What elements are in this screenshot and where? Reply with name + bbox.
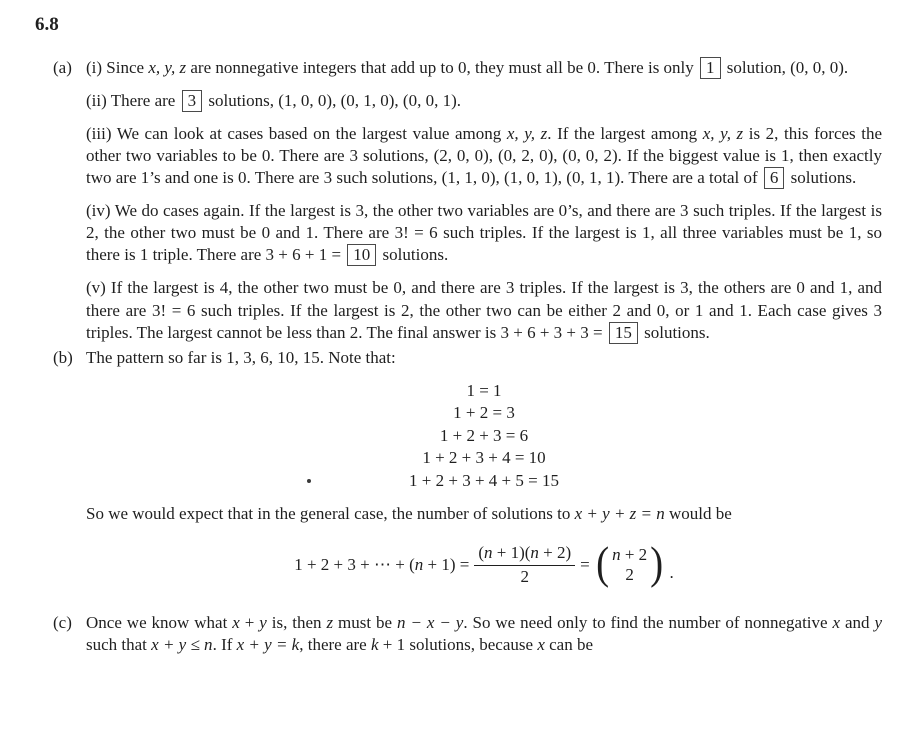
text-segment: are nonnegative integers that add up to 0, they must all be 0. There is only xyxy=(186,57,699,77)
text-segment: n − x − y xyxy=(397,613,464,633)
solution-item-i xyxy=(86,57,882,79)
text-segment: x, y, z xyxy=(148,57,187,77)
text-segment: (v) If the largest is 4, the other two must be 0, and there are 3 triples. If the largest is 3, the others are 0 and 1, and there are 3! = 6 such triples. If the largest is 2, the other two can be either 2 and 0, or 1 and 1. Each case gives 3 triples. The largest cannot be less than 2. The final answer is 3 + 6 + 3 + 3 = xyxy=(86,278,882,342)
fraction-denominator: 2 xyxy=(520,566,529,586)
text-segment: 1 + 2 + 3 + ⋯ + ( xyxy=(294,555,415,575)
text-segment: + xyxy=(239,613,260,633)
boxed-answer: 15 xyxy=(609,322,638,344)
text-segment: must be xyxy=(333,613,398,633)
text-segment: x + y = k xyxy=(236,635,300,655)
text-segment: x + y + z = n xyxy=(574,504,665,523)
equation-stack xyxy=(86,380,882,492)
equation-line-1: 1 = 1 xyxy=(466,380,502,400)
part-c-text xyxy=(86,612,882,656)
text-segment: and xyxy=(840,613,875,633)
text-segment: n xyxy=(484,543,493,563)
text-segment: . So we need only to find the number of nonnegative xyxy=(463,613,833,633)
part-b-intro xyxy=(86,347,882,369)
text-segment: Once we know what xyxy=(86,613,233,633)
text-segment: So we would expect that in the general case, the number of solutions to xyxy=(86,504,575,523)
solution-item-iii xyxy=(86,123,882,189)
text-segment: y xyxy=(259,613,267,633)
formula-equals-sign: = xyxy=(580,555,590,575)
part-c xyxy=(0,612,920,656)
part-c-body xyxy=(86,612,882,656)
formula-lhs xyxy=(294,554,469,576)
stray-period-mark xyxy=(307,479,311,483)
text-segment: solutions. xyxy=(378,245,449,265)
text-segment: + 1) = xyxy=(423,555,470,575)
formula-fraction xyxy=(474,543,575,587)
text-segment: x + y ≤ n xyxy=(151,635,213,655)
part-b xyxy=(0,347,920,599)
text-segment: + 2 xyxy=(620,545,648,565)
part-b-followup xyxy=(86,503,882,525)
equation-line-2: 1 + 2 = 3 xyxy=(453,403,515,423)
text-segment: would be xyxy=(664,504,732,523)
part-a-label: (a) xyxy=(53,57,72,77)
general-formula xyxy=(86,538,882,592)
equation-line-3: 1 + 2 + 3 = 6 xyxy=(439,425,529,445)
text-segment: (ii) There are xyxy=(86,90,180,110)
part-b-label: (b) xyxy=(53,347,73,367)
right-paren-icon: ) xyxy=(650,537,664,589)
text-segment: + 1 solutions, because xyxy=(378,635,538,655)
text-segment: + 2) xyxy=(538,543,572,563)
part-a xyxy=(0,57,920,344)
text-segment: z xyxy=(326,613,334,633)
text-segment: solutions. xyxy=(786,168,857,188)
text-segment: n xyxy=(612,545,621,565)
formula-period: . xyxy=(669,563,674,582)
text-segment: n xyxy=(530,543,539,563)
text-segment: , there are xyxy=(299,635,371,655)
text-segment: (iii) We can look at cases based on the largest value among xyxy=(86,123,507,143)
text-segment: x xyxy=(537,635,545,655)
text-segment: n xyxy=(414,555,424,575)
text-segment: x xyxy=(832,613,841,633)
part-a-body xyxy=(86,57,882,344)
text-segment: k xyxy=(370,635,379,655)
text-segment: ( xyxy=(478,543,484,563)
text-segment: such that xyxy=(86,635,152,655)
text-segment: y xyxy=(874,613,883,633)
text-segment: solution, (0, 0, 0). xyxy=(722,57,849,77)
text-segment: x, y, z xyxy=(506,123,548,143)
text-segment: (iv) We do cases again. If the largest is 3, the other two variables are 0’s, and there are 3 such triples. If the largest is 2, the other two must be 0 and 1. There are 3! = 6 such triples. If the largest is 1, all three variables must be 1, so there is 1 triple. There are 3 + 6 + 1 = xyxy=(86,201,882,265)
solution-item-ii xyxy=(86,90,882,112)
binomial-stack xyxy=(610,545,649,585)
binomial-coefficient xyxy=(595,537,665,589)
solution-item-v xyxy=(86,277,882,343)
fraction-numerator xyxy=(474,543,575,565)
boxed-answer: 6 xyxy=(764,167,785,189)
text-segment: + 1)( xyxy=(492,543,531,563)
binomial-bottom: 2 xyxy=(625,565,634,585)
text-segment: solutions, (1, 0, 0), (0, 1, 0), (0, 0, 1). xyxy=(204,90,461,110)
boxed-answer: 10 xyxy=(347,244,376,266)
boxed-answer: 1 xyxy=(700,57,721,79)
equation-line-5: 1 + 2 + 3 + 4 + 5 = 15 xyxy=(409,470,559,490)
problem-number: 6.8 xyxy=(35,14,59,35)
text-segment: solutions. xyxy=(639,322,710,342)
binomial-top xyxy=(612,545,647,565)
text-segment: . If xyxy=(212,635,237,655)
text-segment: is 2, this forces the other two variables to be 0. There are 3 solutions, (2, 0, 0), (0, 2, 0), (0, 0, 2). If the biggest value is 1, then exactly two are 1’s and one is 0. There are 3 such solutions, (1, 1, 0), (1, 0, 1), (0, 1, 1). There are a total of xyxy=(86,123,882,188)
equation-line-4: 1 + 2 + 3 + 4 = 10 xyxy=(422,448,546,468)
part-c-label: (c) xyxy=(53,613,72,633)
text-segment: x xyxy=(232,613,240,633)
solution-item-iv xyxy=(86,200,882,266)
text-segment: (i) Since xyxy=(86,57,149,77)
part-b-body xyxy=(86,347,882,599)
text-segment: is, then xyxy=(266,613,327,633)
text-segment: . If the largest among xyxy=(547,123,703,143)
boxed-answer: 3 xyxy=(182,90,203,112)
text-segment: x, y, z xyxy=(702,123,744,143)
left-paren-icon: ( xyxy=(595,537,609,589)
text-segment: The pattern so far is 1, 3, 6, 10, 15. Note that: xyxy=(86,347,396,367)
text-segment: can be xyxy=(544,635,593,655)
